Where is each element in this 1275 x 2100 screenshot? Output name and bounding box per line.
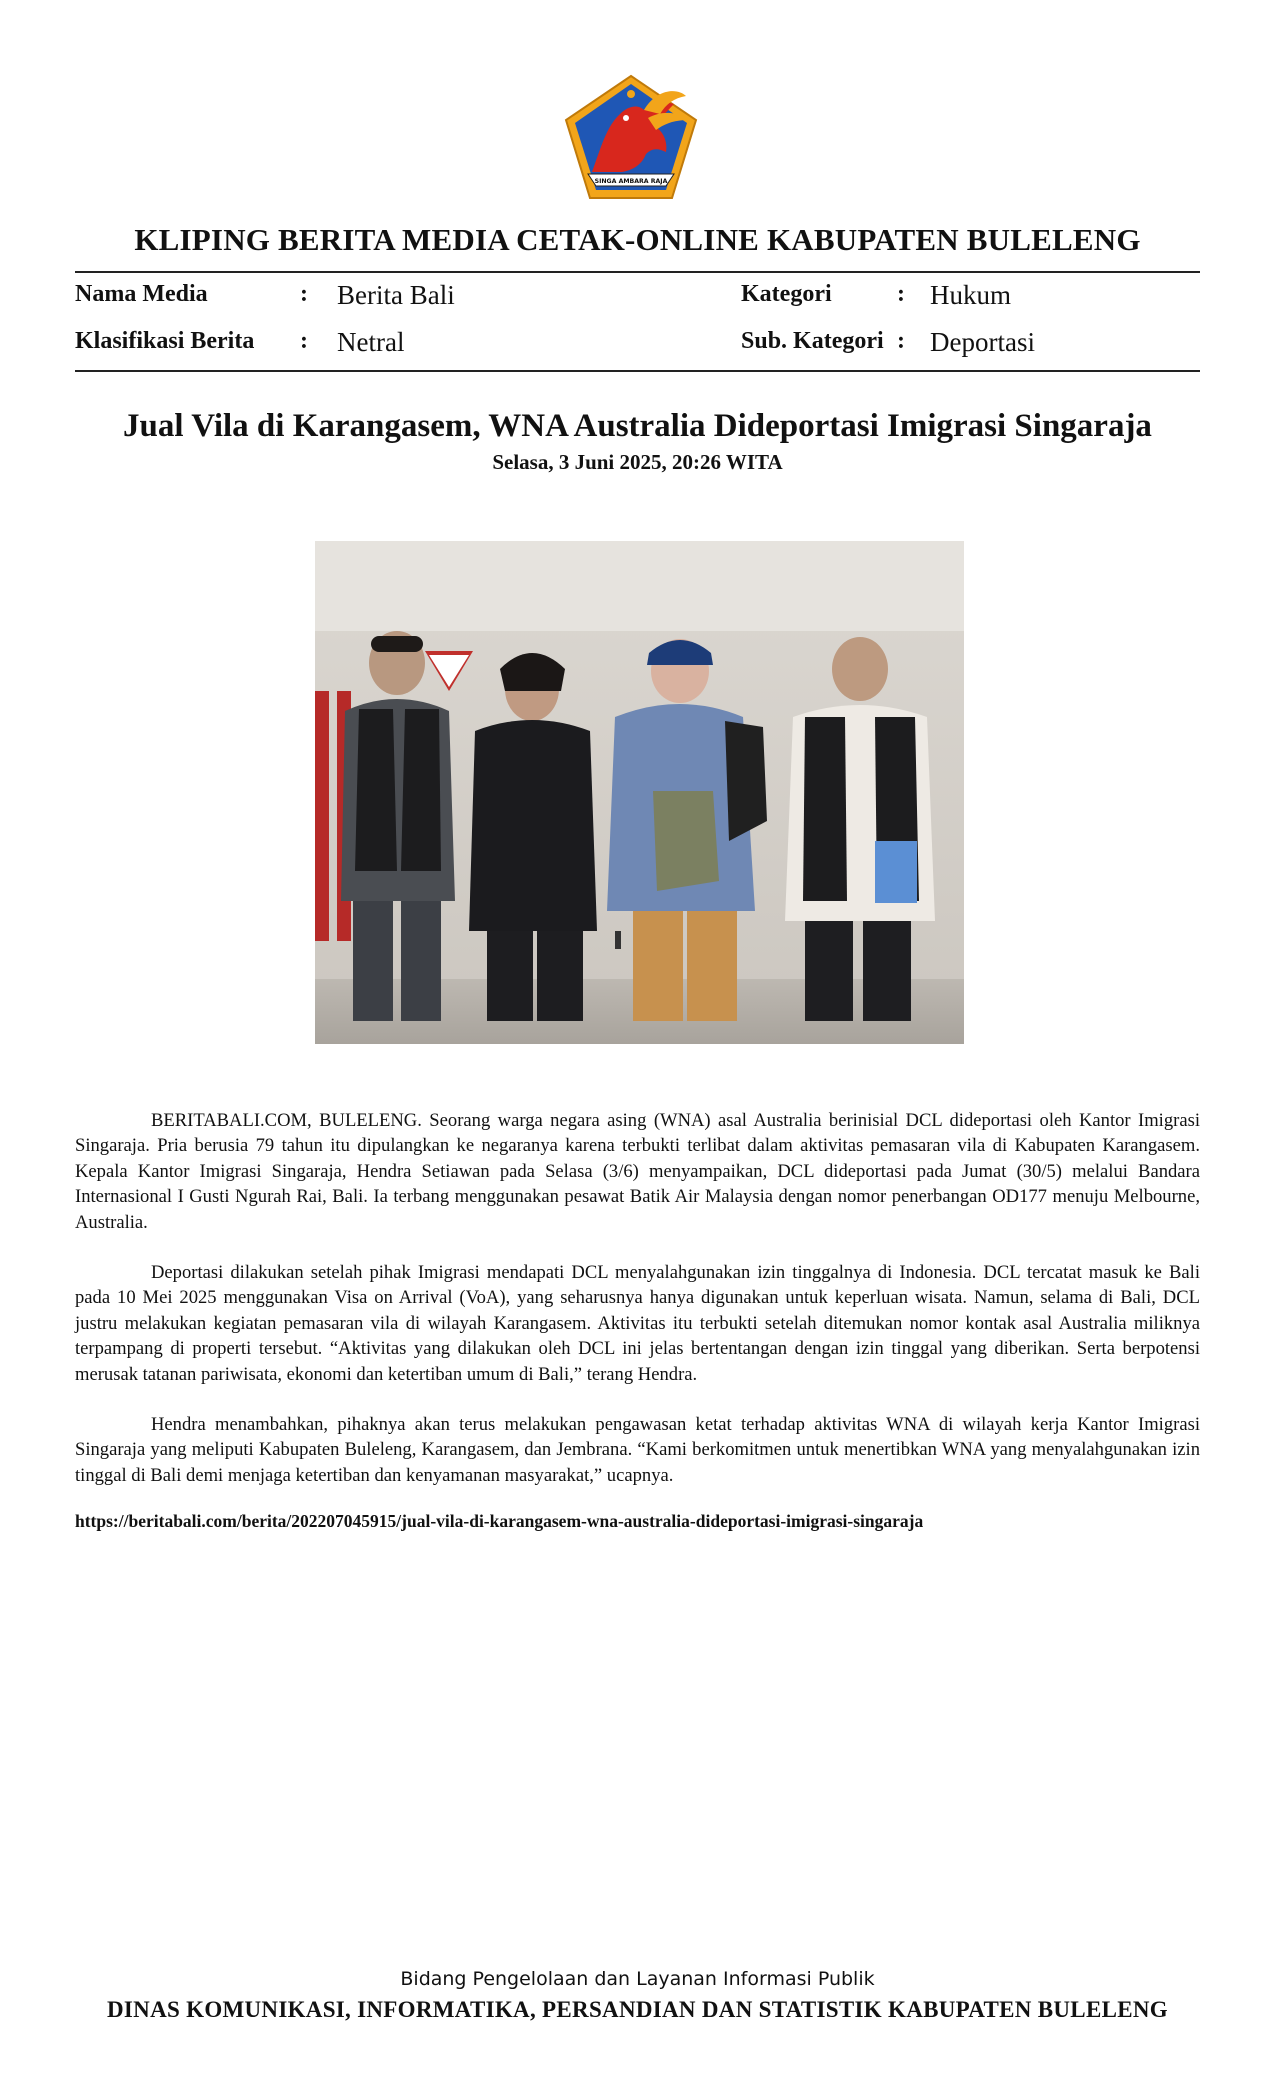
article-photo: [315, 541, 964, 1044]
media-colon: :: [300, 281, 308, 307]
logo-motto-text: SINGA AMBARA RAJA: [594, 178, 668, 185]
kategori-label: Kategori: [741, 281, 832, 307]
footer-unit: Bidang Pengelolaan dan Layanan Informasi Publik: [400, 1968, 875, 1990]
buleleng-regency-logo: [562, 74, 700, 202]
article-headline: Jual Vila di Karangasem, WNA Australia Dideportasi Imigrasi Singaraja: [123, 408, 1152, 444]
subkategori-colon: :: [897, 328, 905, 354]
footer-agency: DINAS KOMUNIKASI, INFORMATIKA, PERSANDIAN DAN STATISTIK KABUPATEN BULELENG: [107, 1997, 1168, 2022]
document-title: KLIPING BERITA MEDIA CETAK-ONLINE KABUPATEN BULELENG: [134, 222, 1141, 257]
subkategori-value: Deportasi: [930, 327, 1035, 357]
top-rule: [75, 271, 1200, 273]
meta-bottom-rule: [75, 370, 1200, 372]
media-label: Nama Media: [75, 281, 208, 307]
klasifikasi-value: Netral: [337, 327, 405, 357]
article-date: Selasa, 3 Juni 2025, 20:26 WITA: [492, 450, 783, 474]
klasifikasi-colon: :: [300, 328, 308, 354]
article-paragraph: BERITABALI.COM, BULELENG. Seorang warga negara asing (WNA) asal Australia berinisial DCL dideportasi oleh Kantor Imigrasi Singaraja. Pria berusia 79 tahun itu dipulangkan ke negaranya karena terbukti terlibat dalam aktivitas pemasaran vila di Kabupaten Karangasem. Kepala Kantor Imigrasi Singaraja, Hendra Setiawan pada Selasa (3/6) menyampaikan, DCL dideportasi pada Jumat (30/5) melalui Bandara Internasional I Gusti Ngurah Rai, Bali. Ia terbang menggunakan pesawat Batik Air Malaysia dengan nomor penerbangan OD177 menuju Melbourne, Australia.: [75, 1110, 1200, 1233]
subkategori-label: Sub. Kategori: [741, 328, 884, 354]
klasifikasi-label: Klasifikasi Berita: [75, 328, 255, 354]
kategori-colon: :: [897, 281, 905, 307]
kategori-value: Hukum: [930, 280, 1011, 310]
article-paragraph: Hendra menambahkan, pihaknya akan terus melakukan pengawasan ketat terhadap aktivitas WNA di wilayah kerja Kantor Imigrasi Singaraja yang meliputi Kabupaten Buleleng, Karangasem, dan Jembrana. “Kami berkomitmen untuk menertibkan WNA yang menyalahgunakan izin tinggal di Bali demi menjaga ketertiban dan kenyamanan masyarakat,” ucapnya.: [75, 1414, 1200, 1486]
media-value: Berita Bali: [337, 280, 455, 310]
article-body: [75, 1108, 1200, 1513]
article-paragraph: Deportasi dilakukan setelah pihak Imigrasi mendapati DCL menyalahgunakan izin tinggalnya di Indonesia. DCL tercatat masuk ke Bali pada 10 Mei 2025 menggunakan Visa on Arrival (VoA), yang seharusnya hanya digunakan untuk keperluan wisata. Namun, selama di Bali, DCL justru melakukan kegiatan pemasaran vila di wilayah Karangasem. Aktivitas itu terbukti setelah ditemukan nomor kontak asal Australia miliknya terpampang di properti tersebut. “Aktivitas yang dilakukan oleh DCL ini jelas bertentangan dengan izin tinggal yang diberikan. Serta berpotensi merusak tatanan pariwisata, ekonomi dan ketertiban umum di Bali,” terang Hendra.: [75, 1262, 1200, 1385]
source-link[interactable]: https://beritabali.com/berita/202207045915/jual-vila-di-karangasem-wna-australia-dideportasi-imigrasi-singaraja: [75, 1511, 924, 1531]
